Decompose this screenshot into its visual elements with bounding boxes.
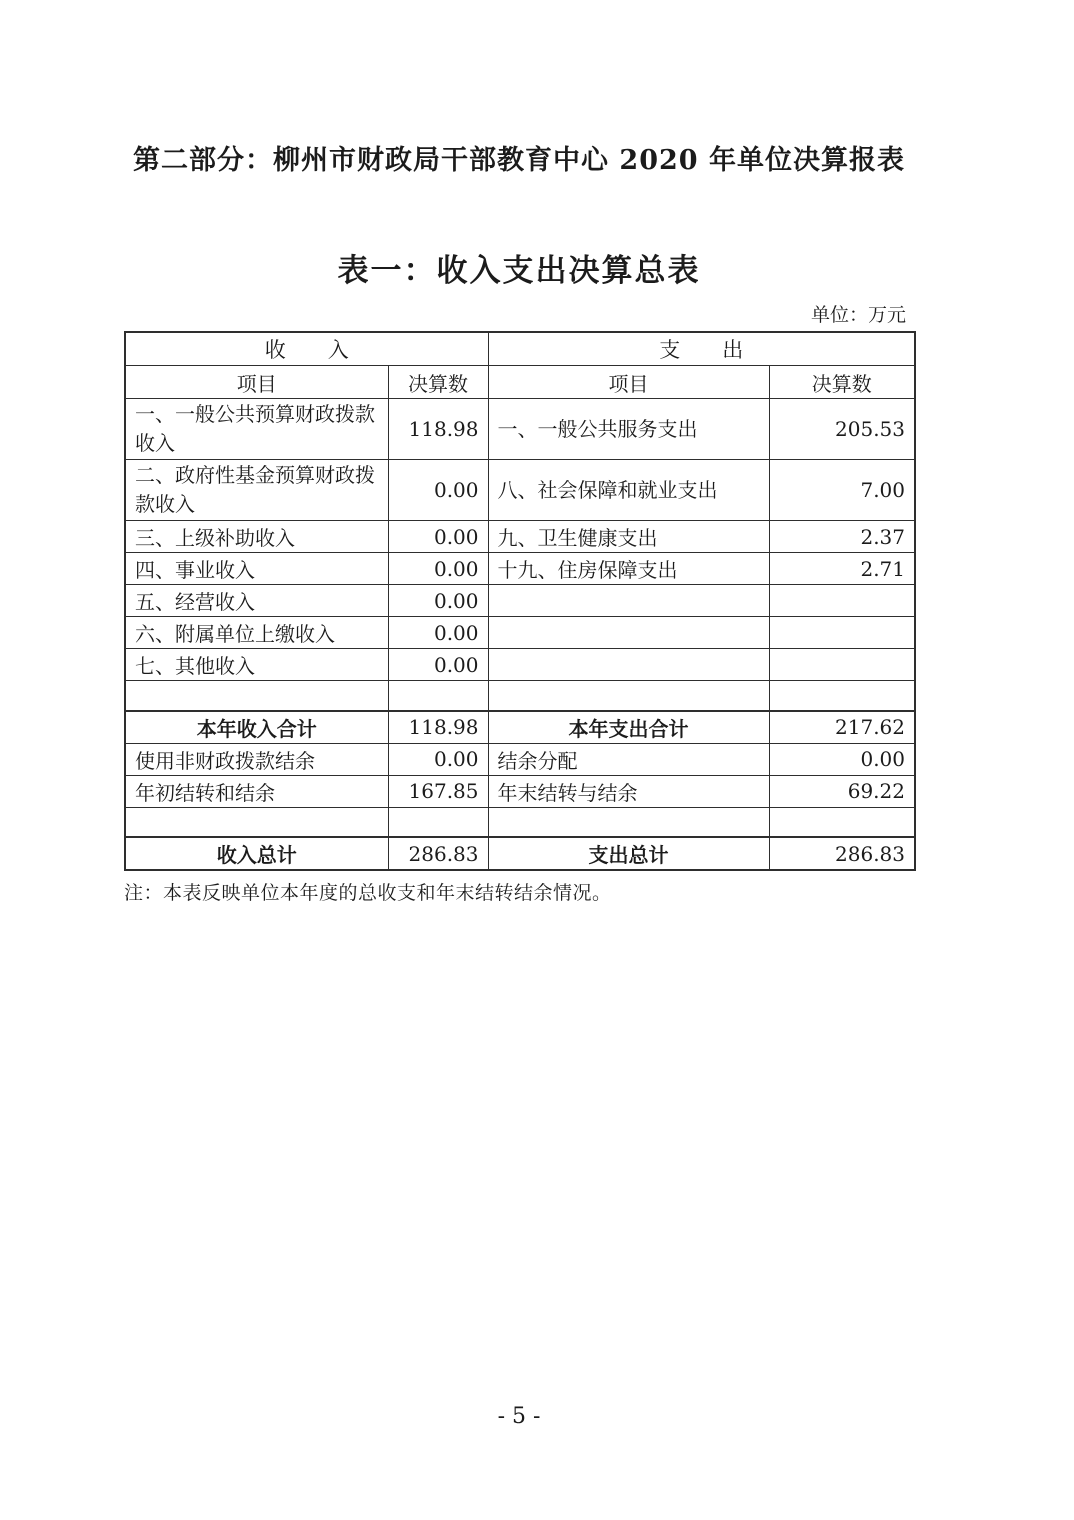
table-row (125, 807, 915, 837)
income-item-cell: 四、事业收入 (125, 553, 388, 585)
expense-item-cell: 一、一般公共服务支出 (488, 399, 769, 460)
expense-item-cell (488, 681, 769, 711)
income-item-cell: 七、其他收入 (125, 649, 388, 681)
table-row (125, 775, 915, 807)
table-row (125, 743, 915, 775)
expense-item-cell (488, 617, 769, 649)
income-item-header: 项目 (125, 366, 388, 399)
income-item-cell: 六、附属单位上缴收入 (125, 617, 388, 649)
income-value-cell: 118.98 (388, 399, 488, 460)
income-value-cell (388, 681, 488, 711)
income-value-cell: 0.00 (388, 460, 488, 521)
expense-value-cell: 286.83 (769, 837, 915, 870)
expense-item-cell: 年末结转与结余 (488, 775, 769, 807)
expense-value-cell (769, 649, 915, 681)
expense-item-cell: 八、社会保障和就业支出 (488, 460, 769, 521)
expense-value-cell: 0.00 (769, 743, 915, 775)
income-value-cell (388, 807, 488, 837)
expense-value-cell (769, 585, 915, 617)
table-note: 注：本表反映单位本年度的总收支和年末结转结余情况。 (124, 882, 612, 904)
income-value-cell: 0.00 (388, 743, 488, 775)
expense-item-cell: 支出总计 (488, 837, 769, 870)
income-group-header: 收 入 (125, 332, 488, 366)
income-value-cell: 0.00 (388, 649, 488, 681)
expense-group-header: 支 出 (488, 332, 915, 366)
table-row (125, 521, 915, 553)
part-title: 第二部分：柳州市财政局干部教育中心 2020 年单位决算报表 (133, 145, 905, 176)
expense-value-cell: 205.53 (769, 399, 915, 460)
expense-item-cell: 十九、住房保障支出 (488, 553, 769, 585)
table-row (125, 399, 915, 460)
column-header-row (125, 366, 915, 399)
table-row (125, 585, 915, 617)
expense-item-cell (488, 649, 769, 681)
income-item-cell: 年初结转和结余 (125, 775, 388, 807)
expense-item-cell: 结余分配 (488, 743, 769, 775)
income-item-cell: 二、政府性基金预算财政拨款收入 (125, 460, 388, 521)
income-value-cell: 0.00 (388, 617, 488, 649)
expense-value-cell (769, 617, 915, 649)
income-expense-summary-table (124, 331, 916, 871)
document-page (124, 0, 914, 905)
expense-value-cell: 7.00 (769, 460, 915, 521)
income-value-cell: 167.85 (388, 775, 488, 807)
group-header-row (125, 332, 915, 366)
income-item-cell (125, 807, 388, 837)
income-item-cell: 本年收入合计 (125, 711, 388, 744)
income-value-cell: 0.00 (388, 521, 488, 553)
expense-item-cell: 九、卫生健康支出 (488, 521, 769, 553)
expense-item-header: 项目 (488, 366, 769, 399)
income-item-cell: 收入总计 (125, 837, 388, 870)
expense-item-cell (488, 807, 769, 837)
income-item-cell (125, 681, 388, 711)
expense-value-cell (769, 807, 915, 837)
income-value-cell: 0.00 (388, 553, 488, 585)
grand-total-row (125, 837, 915, 870)
expense-amount-header: 决算数 (769, 366, 915, 399)
expense-value-cell: 69.22 (769, 775, 915, 807)
table-row (125, 681, 915, 711)
expense-item-cell: 本年支出合计 (488, 711, 769, 744)
table-row (125, 553, 915, 585)
income-item-cell: 一、一般公共预算财政拨款收入 (125, 399, 388, 460)
income-value-cell: 286.83 (388, 837, 488, 870)
table-title: 表一：收入支出决算总表 (337, 253, 701, 289)
expense-value-cell: 217.62 (769, 711, 915, 744)
expense-value-cell: 2.71 (769, 553, 915, 585)
income-amount-header: 决算数 (388, 366, 488, 399)
table-row (125, 617, 915, 649)
income-item-cell: 使用非财政拨款结余 (125, 743, 388, 775)
unit-label: 单位：万元 (810, 304, 906, 326)
annual-total-row (125, 711, 915, 744)
page-number: - 5 - (497, 1404, 541, 1429)
income-value-cell: 0.00 (388, 585, 488, 617)
table-row (125, 460, 915, 521)
expense-item-cell (488, 585, 769, 617)
expense-value-cell: 2.37 (769, 521, 915, 553)
income-value-cell: 118.98 (388, 711, 488, 744)
income-item-cell: 三、上级补助收入 (125, 521, 388, 553)
expense-value-cell (769, 681, 915, 711)
table-row (125, 649, 915, 681)
income-item-cell: 五、经营收入 (125, 585, 388, 617)
